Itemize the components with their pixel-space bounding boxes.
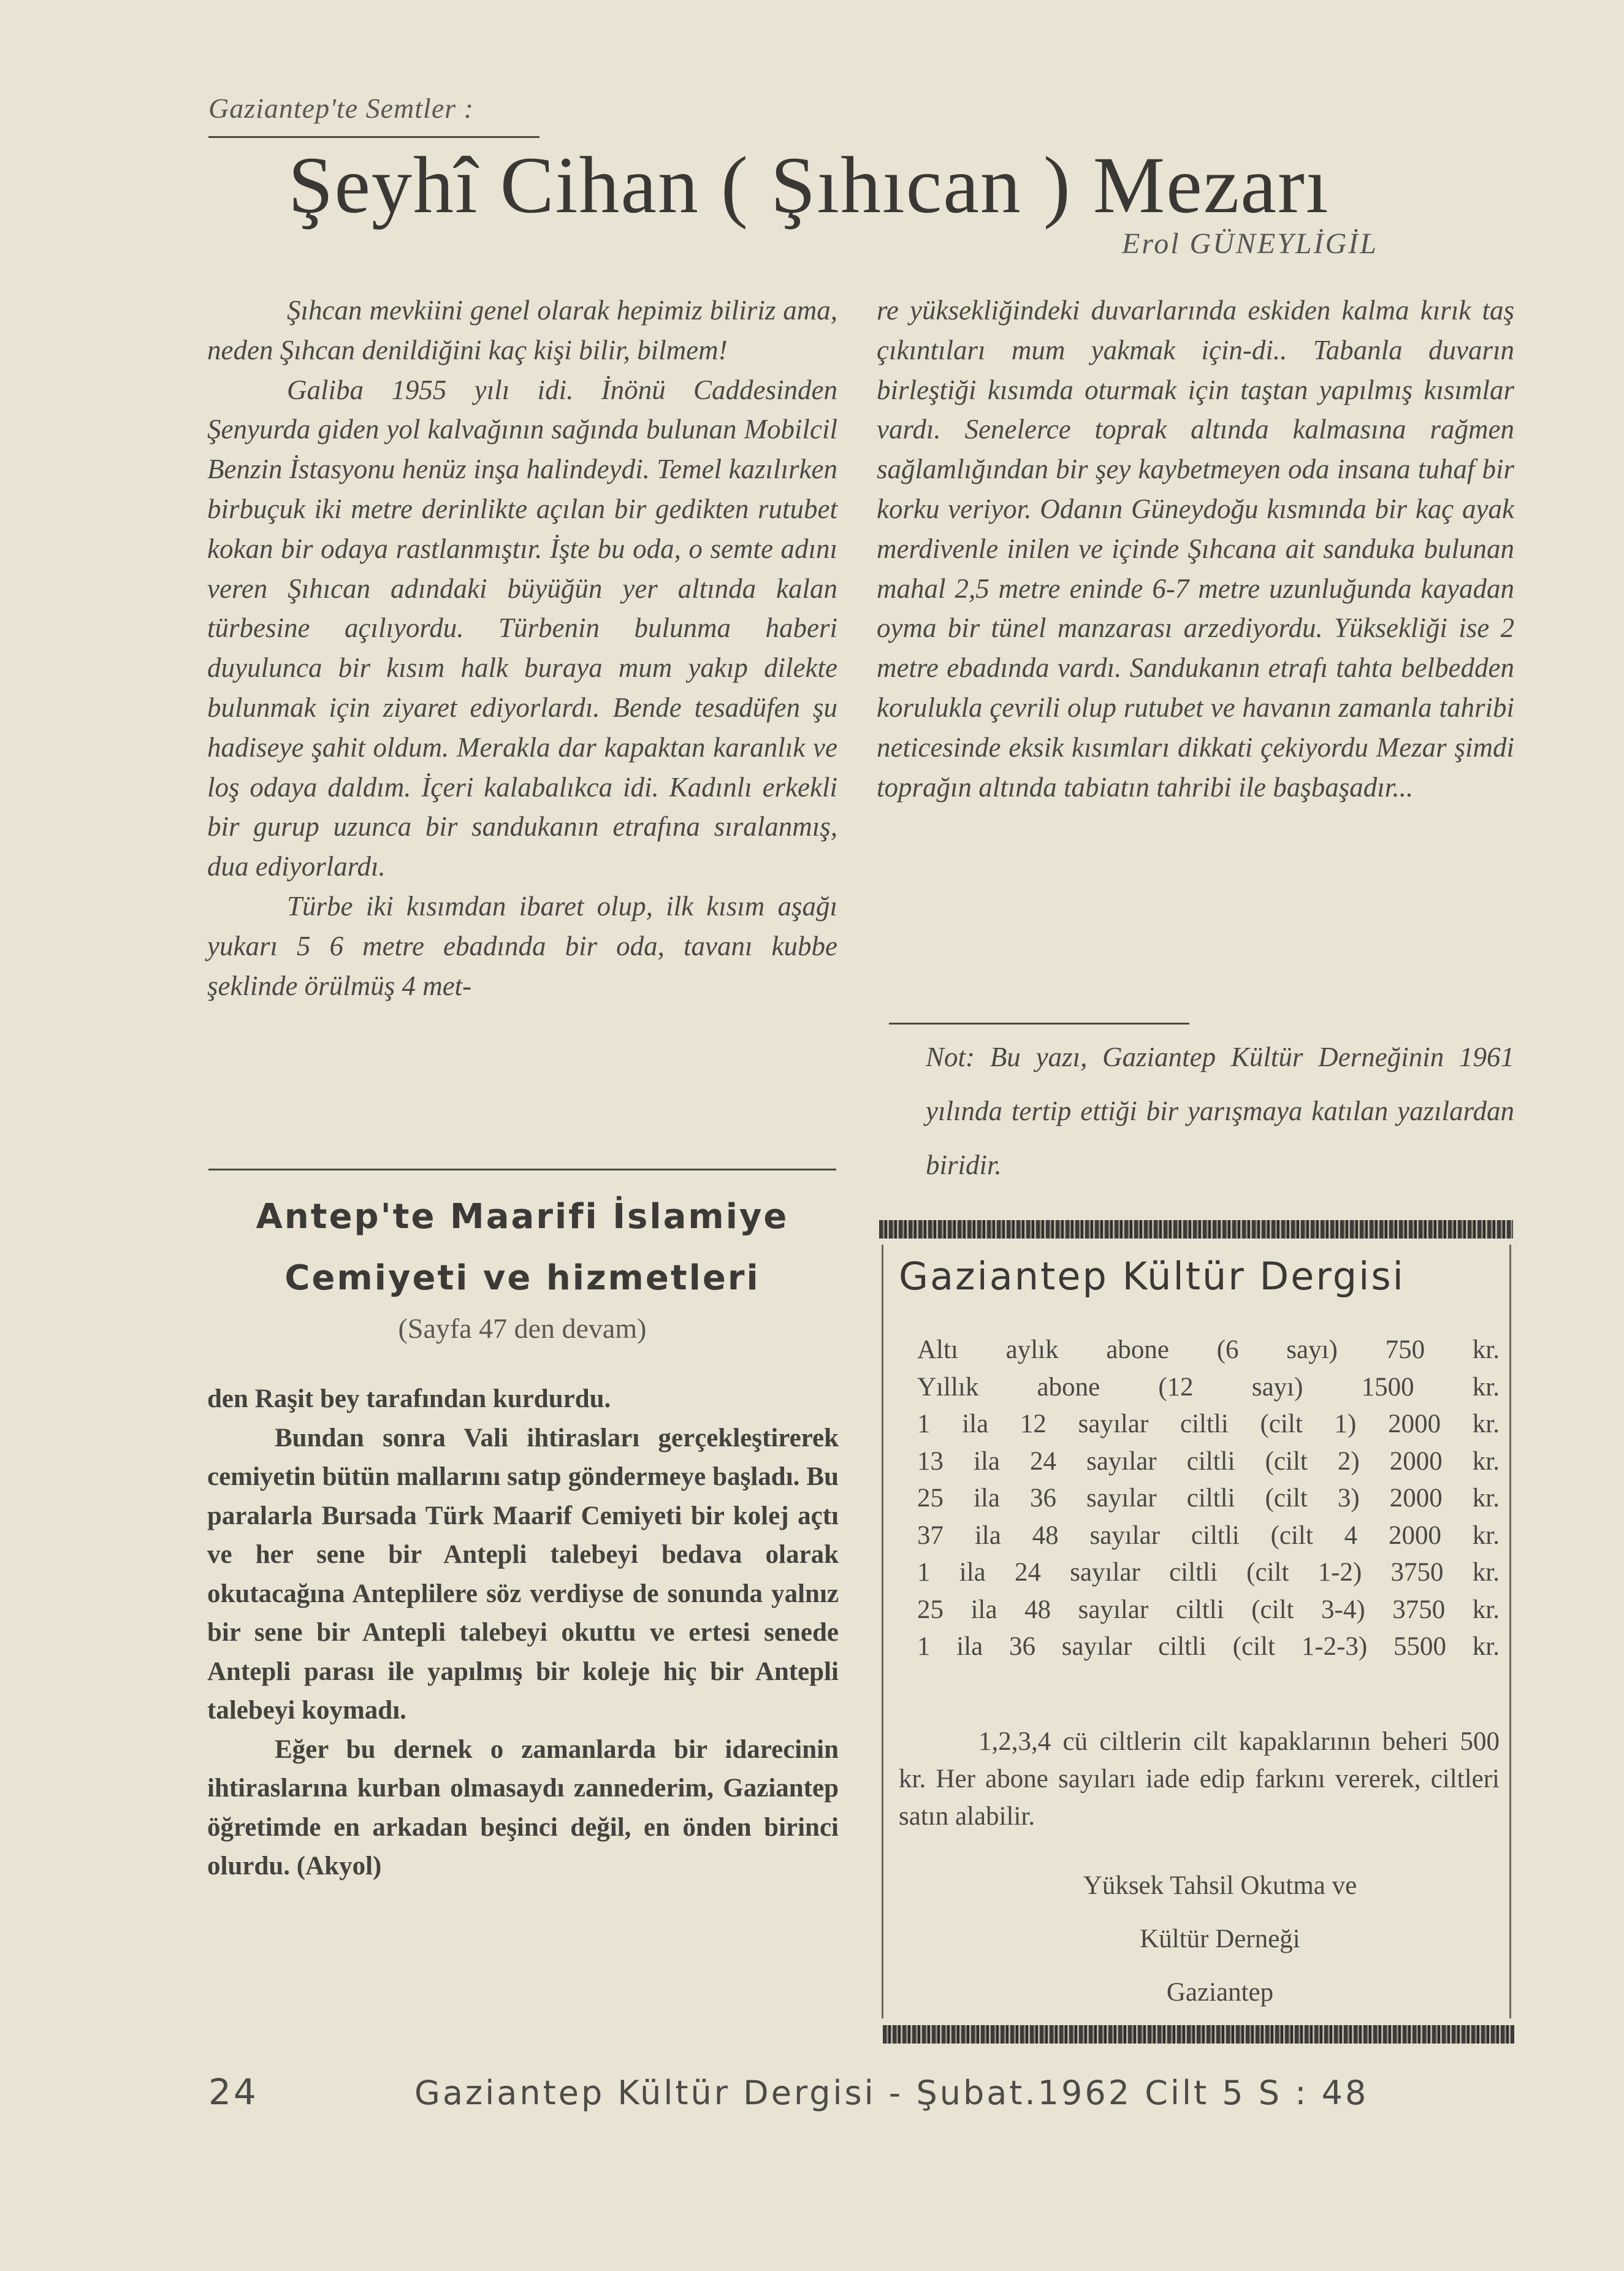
note-divider xyxy=(889,1023,1189,1025)
price-line: 1 ila 36 sayılar ciltli (cilt 1-2-3) 5500 kr. xyxy=(917,1632,1500,1661)
box-left-border xyxy=(882,1245,883,2018)
continued-from-note: (Sayfa 47 den devam) xyxy=(398,1313,647,1344)
article-paragraph: den Raşit bey tarafından kurdurdu. xyxy=(207,1384,611,1413)
price-line: 13 ila 24 sayılar ciltli (cilt 2) 2000 kr. xyxy=(917,1446,1500,1476)
signature-line: Gaziantep xyxy=(1166,1978,1274,2007)
article-paragraph: re yüksekliğindeki duvarlarında eskiden kalma kırık taş çıkıntıları mum yakmak için-di.. Tabanla duvarın birleştiği kısımda oturmak için taştan yapılmış kısımlar vardı. Senelerce toprak altında kalmasına rağmen sağlamlığından bir şey kaybetmeyen oda insana tuhaf bir korku veriyor. Odanın Güneydoğu kısmında bir kaç ayak merdivenle inilen ve içinde Şıhcana ait sanduka bulunan mahal 2,5 metre eninde 6-7 metre uzunluğunda kayadan oyma bir tünel manzarası arzediyordu. Yüksekliği ise 2 metre ebadında vardı. Sandukanın etrafı tahta belbedden korulukla çevrili olup rutubet ve havanın zamanla tahribi neticesinde eksik kısımları dikkati çekiyordu Mezar şimdi toprağın altında tabiatın tahribi ile başbaşadır... xyxy=(877,295,1514,803)
second-article-title-line: Antep'te Maarifi İslamiye xyxy=(256,1197,789,1237)
article-author: Erol GÜNEYLİGİL xyxy=(1122,227,1378,260)
article-right-column xyxy=(877,291,1514,807)
article-paragraph: Türbe iki kısımdan ibaret olup, ilk kısım aşağı yukarı 5 6 metre ebadında bir oda, tavanı kubbe şeklinde örülmüş 4 met- xyxy=(207,890,837,1001)
signature-line: Yüksek Tahsil Okutma ve xyxy=(1083,1871,1357,1900)
price-line: 25 ila 48 sayılar ciltli (cilt 3-4) 3750 kr. xyxy=(917,1595,1500,1624)
price-line: 25 ila 36 sayılar ciltli (cilt 3) 2000 kr. xyxy=(917,1484,1500,1513)
subscription-signature xyxy=(956,1859,1484,2019)
article-paragraph: Galiba 1955 yılı idi. İnönü Caddesinden Şenyurda giden yol kalvağının sağında bulunan Mobilcil Benzin İstasyonu henüz inşa halindeydi. Temel kazılırken birbuçuk iki metre derinlikte açılan bir gedikten rutubet kokan bir odaya rastlanmıştır. İşte bu oda, o semte adını veren Şıhıcan adındaki büyüğün yer altında kalan türbesine açılıyordu. Türbenin bulunma haberi duyulunca bir kısım halk buraya mum yakıp dilekte bulunmak için ziyaret ediyorlardı. Bende tesadüfen şu hadiseye şahit oldum. Merakla dar kapaktan karanlık ve loş odaya daldım. İçeri kalabalıkca idi. Kadınlı erkekli bir gurup uzunca bir sandukanın etrafına sıralanmış, dua ediyorlardı. xyxy=(207,374,837,882)
note-text: Bu yazı, Gaziantep Kültür Derneğinin 1961 yılında tertip ettiği bir yarışmaya katılan yazılardan biridir. xyxy=(926,1042,1514,1180)
subscription-note: 1,2,3,4 cü ciltlerin cilt kapaklarının beheri 500 kr. Her abone sayıları iade edip farkını vererek, ciltleri satın alabilir. xyxy=(899,1727,1500,1831)
article-title: Şeyhî Cihan ( Şıhıcan ) Mezarı xyxy=(288,140,1330,230)
second-article-body xyxy=(207,1380,839,1886)
article-paragraph: Eğer bu dernek o zamanlarda bir idarecinin ihtiraslarına kurban olmasaydı zannederim, Gaziantep öğretimde en arkadan beşinci değil, en önden birinci olurdu. (Akyol) xyxy=(207,1735,839,1880)
price-line: 1 ila 12 sayılar ciltli (cilt 1) 2000 kr. xyxy=(917,1410,1500,1438)
box-right-border xyxy=(1509,1245,1511,2018)
box-top-border xyxy=(879,1220,1513,1239)
subscription-price-list xyxy=(917,1332,1500,1666)
note-label: Not: xyxy=(926,1042,975,1072)
signature-line: Kültür Derneği xyxy=(1140,1925,1300,1953)
price-line: Altı aylık abone (6 sayı) 750 kr. xyxy=(917,1335,1500,1364)
article-left-column xyxy=(207,291,837,1006)
article-paragraph: Şıhcan mevkiini genel olarak hepimiz biliriz ama, neden Şıhcan denildiğini kaç kişi bilir, bilmem! xyxy=(207,295,837,365)
article-note xyxy=(926,1030,1514,1192)
article-paragraph: Bundan sonra Vali ihtirasları gerçekleştirerek cemiyetin bütün mallarını satıp göndermeye başladı. Bu paralarla Bursada Türk Maarif Cemiyeti bir kolej açtı ve her sene bir Antepli talebeyi bedava olarak okutacağına Anteplilere söz verdiyse de sonunda yalnız bir sene bir Antepli talebeyi okuttu ve ertesi senede Antepli parası ile yapılmış bir koleje hiç bir Antepli talebeyi koymadı. xyxy=(207,1423,839,1725)
second-article-title-line: Cemiyeti ve hizmetleri xyxy=(284,1258,760,1298)
second-article-title xyxy=(208,1186,836,1309)
page-number: 24 xyxy=(208,2071,259,2113)
price-line: Yıllık abone (12 sayı) 1500 kr. xyxy=(917,1372,1500,1402)
publication-footer: Gaziantep Kültür Dergisi - Şubat.1962 Cilt 5 S : 48 xyxy=(414,2074,1369,2112)
subscription-box-title: Gaziantep Kültür Dergisi xyxy=(899,1254,1405,1299)
price-line: 37 ila 48 sayılar ciltli (cilt 4 2000 kr. xyxy=(917,1521,1500,1550)
box-bottom-border xyxy=(883,2025,1514,2044)
section-kicker: Gaziantep'te Semtler : xyxy=(208,93,474,124)
article-divider xyxy=(208,1169,836,1170)
price-line: 1 ila 24 sayılar ciltli (cilt 1-2) 3750 kr. xyxy=(917,1558,1500,1587)
